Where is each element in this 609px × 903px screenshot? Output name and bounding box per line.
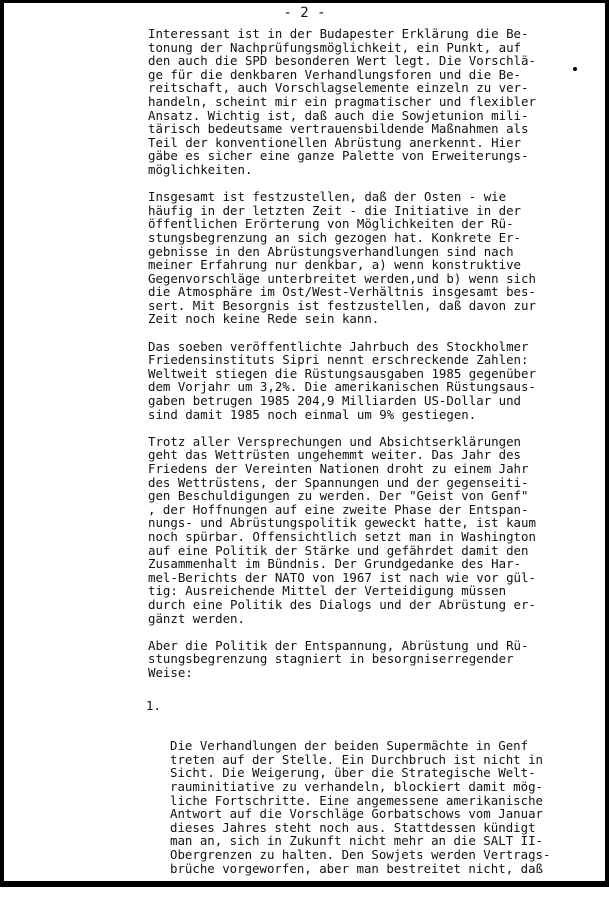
document-body: [146, 26, 551, 902]
scan-speck: [573, 67, 577, 71]
paragraph-budapest-declaration: Interessant ist in der Budapester Erklärung die Be- tonung der Nachprüfungsmöglichkeit, ein Punkt, auf den auch die SPD besonderen Wert legt. Die Vorschlä- ge für die denkbaren Verhandlungsforen und die Be- reitschaft, auch Vorschlagselemente einzeln zu ver- handeln, scheint mir ein pragmatischer und flexibler Ansatz. Wichtig ist, daß auch die Sowjetunion mili- tärisch bedeutsame vertrauensbildende Maßnahmen als Teil der konventionellen Abrüstung anerkennt. Hier gäbe es sicher eine ganze Palette von Erweiterungs- möglichkeiten.: [148, 26, 536, 177]
list-item-number: 1.: [146, 697, 161, 713]
paragraph-east-initiative: Insgesamt ist festzustellen, daß der Osten - wie häufig in der letzten Zeit - die Initiative in der öffentlichen Erörterung von Möglichkeiten der Rü- stungsbegrenzung an sich gezogen hat. Konkrete Er- gebnisse in den Abrüstungsverhandlungen sind nach meiner Erfahrung nur denkbar, a) wenn konstruktive Gegenvorschläge unterbreitet werden,und b) wenn sich die Atmosphäre im Ost/West-Verhältnis insgesamt bes- sert. Mit Besorgnis ist festzustellen, daß davon zur Zeit noch keine Rede sein kann.: [148, 189, 536, 327]
page-number: - 2 -: [283, 5, 326, 21]
list-item-text: Die Verhandlungen der beiden Supermächte in Genf treten auf der Stelle. Ein Durchbruch ist nicht in Sicht. Die Weigerung, über die Strategische Welt- rauminitiative zu verhandeln, blockiert damit mög- liche Fortschritte. Eine angemessene amerikanische Antwort auf die Vorschläge Gorbatschows vom Januar dieses Jahres steht noch aus. Stattdessen kündigt man an, sich in Zukunft nicht mehr an die SALT II- Obergrenzen zu halten. Den Sowjets werden Vertrags- brüche vorgeworfen, aber man bestreitet nicht, daß: [170, 738, 551, 876]
paragraph-sipri-yearbook: Das soeben veröffentlichte Jahrbuch des Stockholmer Friedensinstituts Sipri nennt erschreckende Zahlen: Weltweit stiegen die Rüstungsausgaben 1985 gegenüber dem Vorjahr um 3,2%. Die amerikanischen Rüstungsaus- gaben betrugen 1985 204,9 Milliarden US-Dollar und sind damit 1985 noch einmal um 9% gestiegen.: [148, 338, 536, 422]
paragraph-arms-race: Trotz aller Versprechungen und Absichtserklärungen geht das Wettrüsten ungehemmt weiter. Das Jahr des Friedens der Vereinten Nationen droht zu einem Jahr des Wettrüstens, der Spannungen und der gegenseiti- gen Beschuldigungen zu werden. Der "Geist von Genf" , der Hoffnungen auf eine zweite Phase der Entspan- nungs- und Abrüstungspolitik geweckt hatte, ist kaum noch spürbar. Offensichtlich setzt man in Washington auf eine Politik der Stärke und gefährdet damit den Zusammenhalt im Bündnis. Der Grundgedanke des Har- mel-Berichts der NATO von 1967 ist nach wie vor gül- tig: Ausreichende Mittel der Verteidigung müssen durch eine Politik des Dialogs und der Abrüstung er- gänzt werden.: [148, 433, 536, 626]
list-item: [146, 697, 551, 903]
paragraph-stagnation: Aber die Politik der Entspannung, Abrüstung und Rü- stungsbegrenzung stagniert in besorgniserregender Weise:: [148, 637, 529, 680]
